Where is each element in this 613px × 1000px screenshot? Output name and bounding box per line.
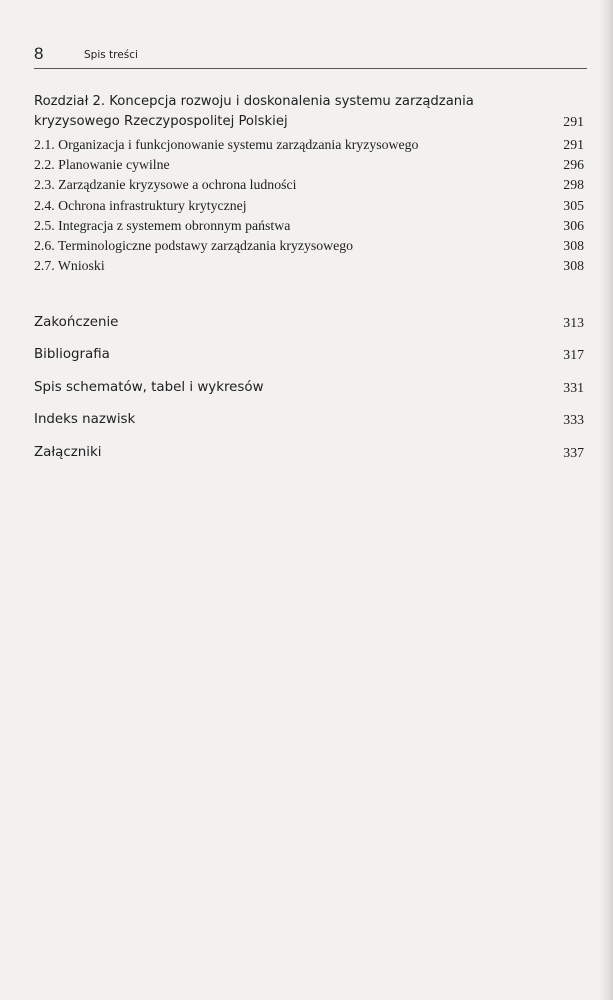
chapter-title-line-2: kryzysowego Rzeczypospolitej Polskiej bbox=[34, 114, 288, 129]
toc-section-row bbox=[34, 256, 584, 276]
section-page-number: 298 bbox=[563, 177, 584, 193]
section-label: 2.1. Organizacja i funkcjonowanie systemu zarządzania kryzysowego bbox=[34, 137, 419, 152]
section-page-number: 308 bbox=[563, 237, 584, 253]
chapter-title-line-1: Rozdział 2. Koncepcja rozwoju i doskonalenia systemu zarządzania bbox=[34, 94, 474, 109]
section-page-number: 308 bbox=[563, 258, 584, 274]
section-label: 2.7. Wnioski bbox=[34, 258, 105, 274]
toc-section-row bbox=[34, 175, 584, 195]
section-page-number: 296 bbox=[563, 157, 584, 173]
toc-backmatter-row bbox=[34, 442, 584, 474]
toc-backmatter-row bbox=[34, 344, 584, 376]
toc-section-row bbox=[34, 155, 584, 175]
section-label: 2.3. Zarządzanie kryzysowe a ochrona ludności bbox=[34, 177, 297, 193]
chapter-page-number: 291 bbox=[563, 114, 584, 129]
backmatter-label: Spis schematów, tabel i wykresów bbox=[34, 379, 264, 395]
section-label: 2.5. Integracja z systemem obronnym państwa bbox=[34, 217, 291, 233]
section-page-number: 305 bbox=[563, 197, 584, 213]
backmatter-label: Indeks nazwisk bbox=[34, 412, 136, 428]
toc-backmatter-row bbox=[34, 377, 584, 409]
toc-backmatter-list bbox=[34, 312, 584, 474]
backmatter-label: Bibliografia bbox=[34, 347, 110, 363]
backmatter-page-number: 317 bbox=[563, 347, 584, 363]
backmatter-page-number: 331 bbox=[563, 379, 584, 395]
running-title: Spis treści bbox=[84, 49, 138, 61]
toc-backmatter-row bbox=[34, 312, 584, 344]
page-number: 8 bbox=[34, 44, 44, 63]
toc-section-row bbox=[34, 135, 584, 155]
toc-section-list bbox=[34, 135, 584, 276]
backmatter-page-number: 313 bbox=[563, 315, 584, 330]
page-header bbox=[34, 42, 587, 69]
toc-section-row bbox=[34, 236, 584, 256]
backmatter-page-number: 337 bbox=[563, 444, 584, 460]
backmatter-page-number: 333 bbox=[563, 412, 584, 428]
section-label: 2.6. Terminologiczne podstawy zarządzania kryzysowego bbox=[34, 237, 354, 253]
section-page-number: 306 bbox=[563, 217, 584, 233]
backmatter-label: Załączniki bbox=[34, 444, 102, 460]
toc-section-row bbox=[34, 216, 584, 236]
page-edge-shadow bbox=[599, 0, 613, 1000]
section-label: 2.4. Ochrona infrastruktury krytycznej bbox=[34, 197, 247, 213]
toc-backmatter-row bbox=[34, 409, 584, 441]
section-label: 2.2. Planowanie cywilne bbox=[34, 157, 170, 173]
toc-chapter-entry bbox=[34, 92, 584, 132]
section-page-number: 291 bbox=[563, 137, 584, 152]
toc-section-row bbox=[34, 196, 584, 216]
backmatter-label: Zakończenie bbox=[34, 315, 119, 330]
